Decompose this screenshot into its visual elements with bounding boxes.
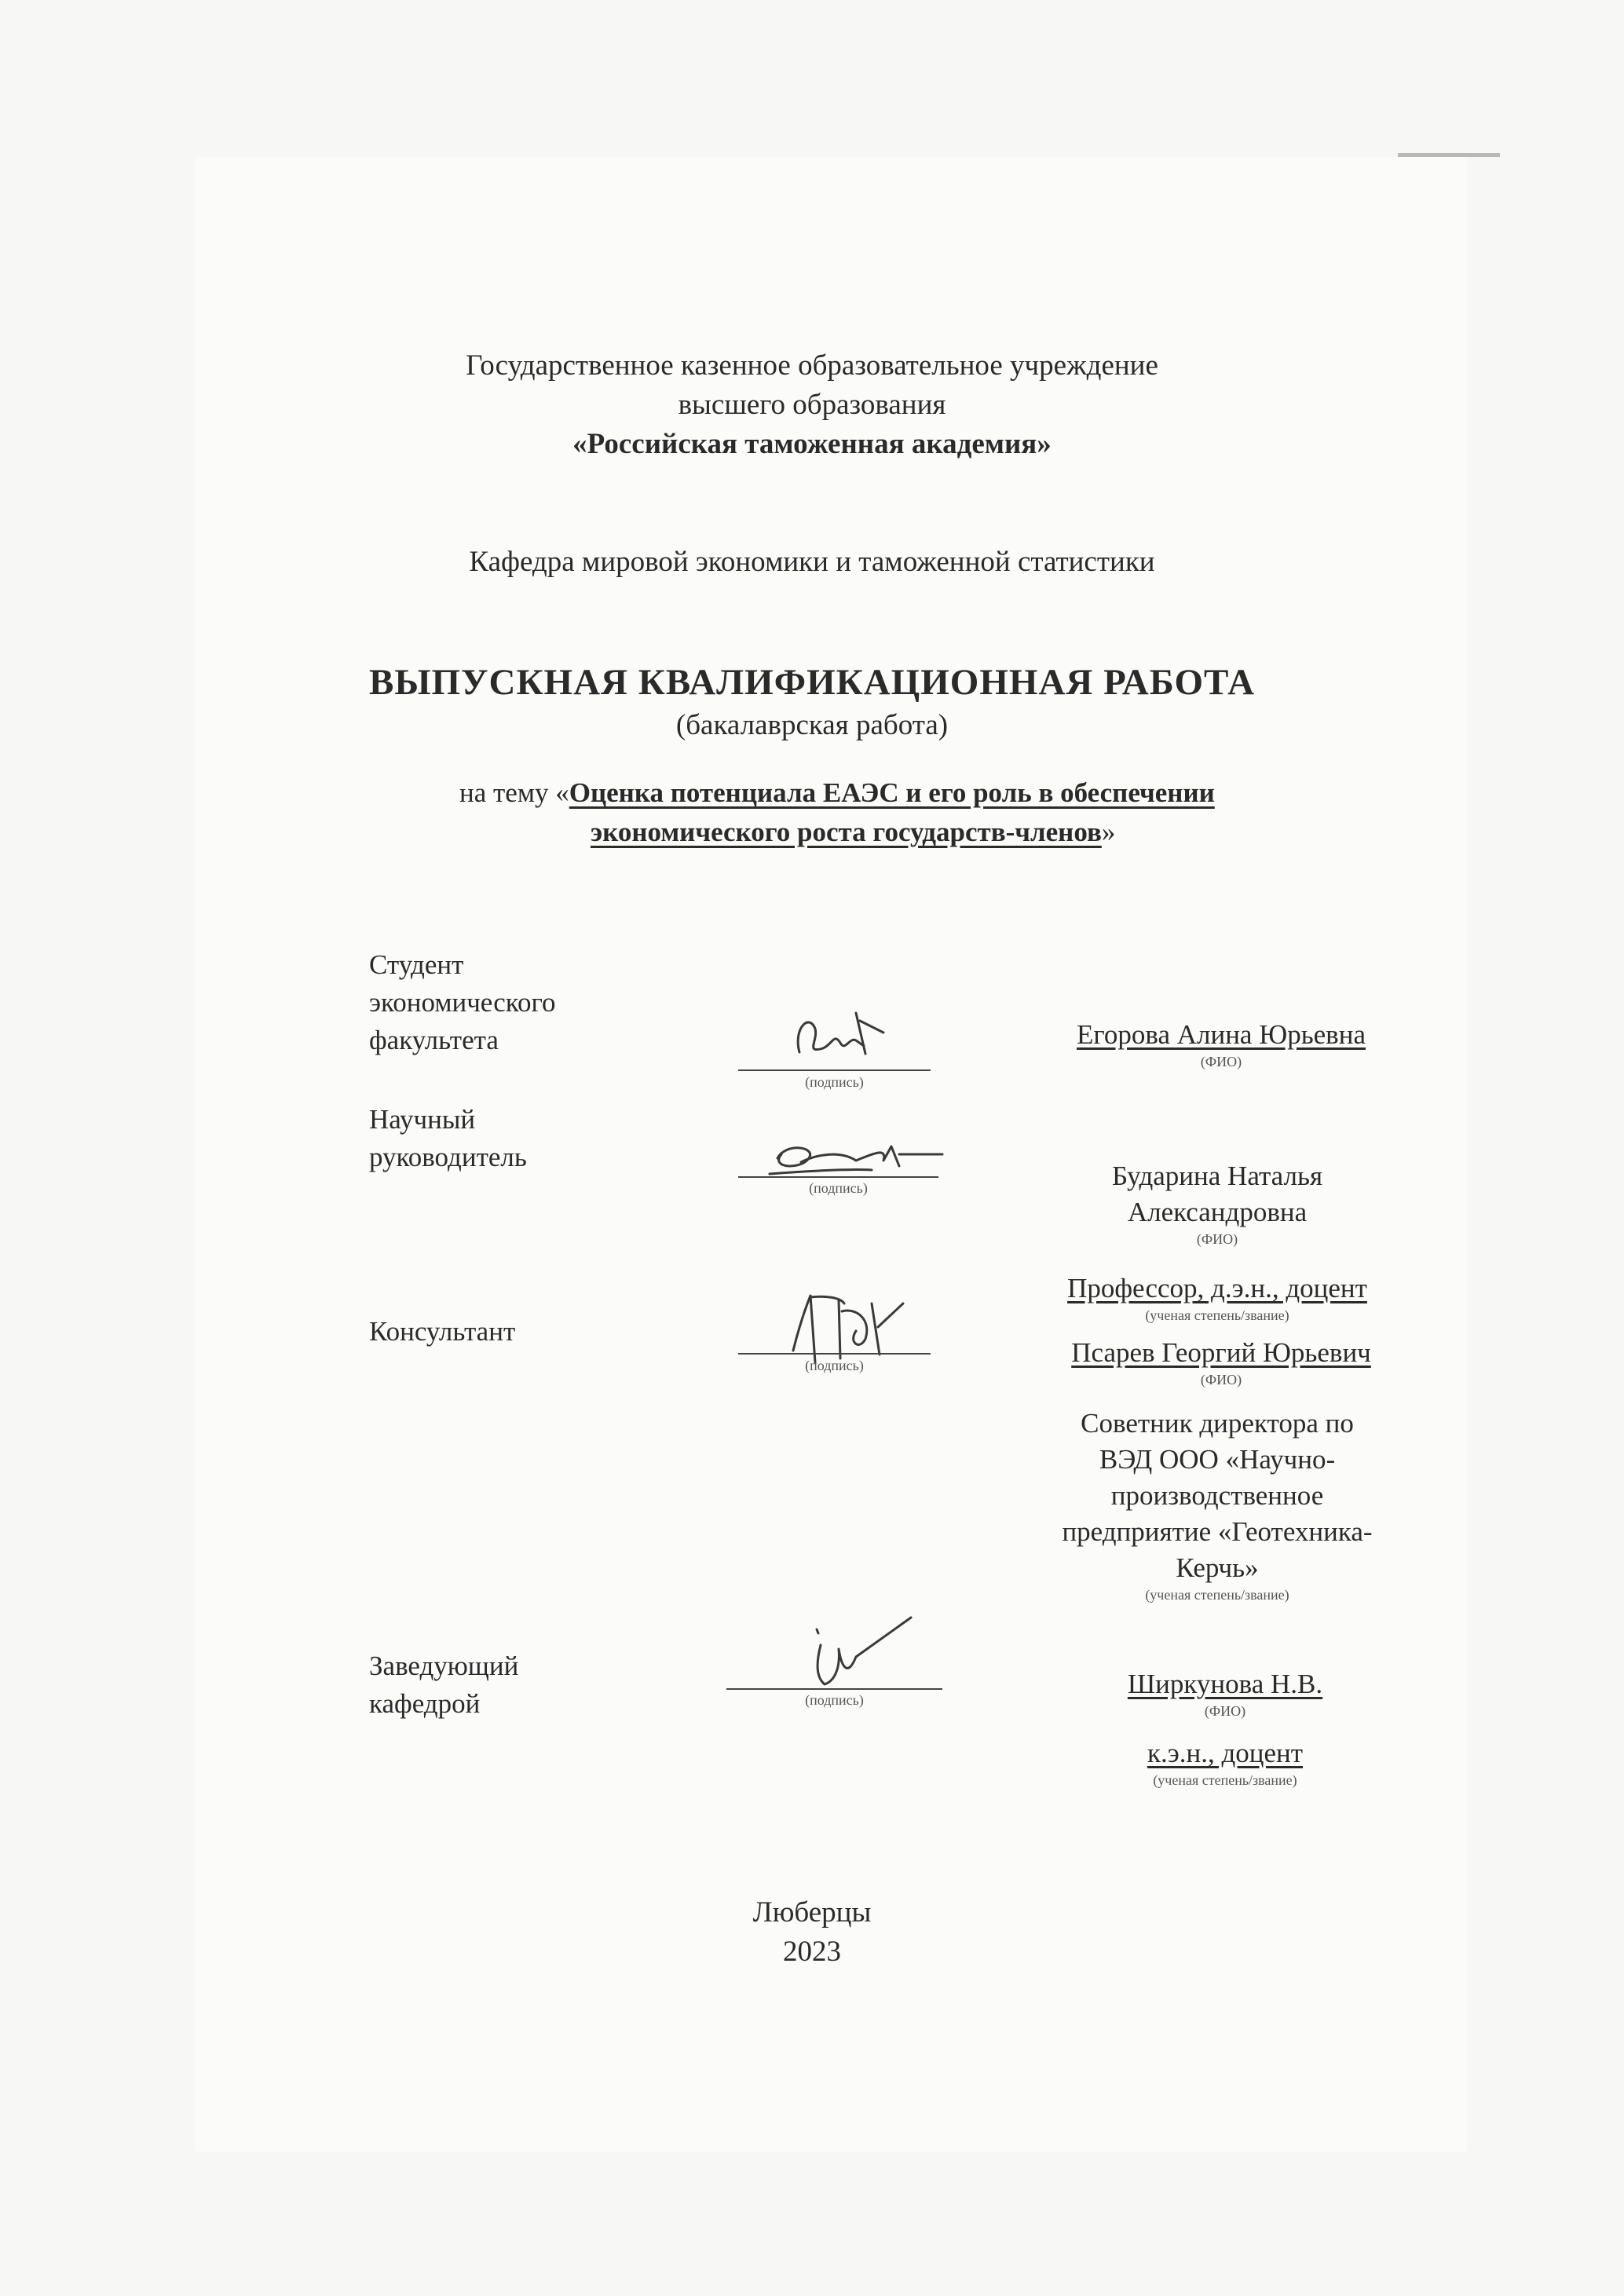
head-degree-caption: (ученая степень/звание) <box>1153 1772 1297 1788</box>
student-signature-line <box>738 1069 931 1071</box>
supervisor-fio-line-1: Бударина Наталья <box>1111 1161 1323 1191</box>
head-label <box>369 1647 518 1723</box>
consultant-fio: Псарев Георгий Юрьевич <box>1071 1337 1371 1368</box>
consultant-degree-line: ВЭД ООО «Научно- <box>1099 1444 1336 1475</box>
consultant-fio-block <box>1037 1335 1406 1388</box>
head-fio-block <box>1099 1666 1351 1720</box>
student-signature <box>777 1005 935 1076</box>
consultant-fio-caption: (ФИО) <box>1200 1372 1242 1387</box>
supervisor-degree-block <box>1029 1270 1406 1324</box>
head-signature-line <box>726 1688 942 1690</box>
consultant-degree-block <box>1021 1406 1414 1603</box>
institution-line-2: высшего образования <box>678 389 946 421</box>
supervisor-fio-line-2: Александровна <box>1127 1197 1308 1227</box>
supervisor-label <box>369 1101 527 1176</box>
student-fio: Егорова Алина Юрьевна <box>1077 1019 1366 1050</box>
footer-year: 2023 <box>783 1936 841 1968</box>
student-fio-block <box>1037 1017 1406 1070</box>
student-label <box>369 946 555 1059</box>
student-label-line: Студент <box>369 949 464 980</box>
topic-suffix: » <box>1101 817 1116 847</box>
supervisor-label-line: Научный <box>369 1104 476 1135</box>
student-signature-caption: (подпись) <box>805 1074 864 1090</box>
scan-mark <box>1398 153 1500 157</box>
student-label-line: факультета <box>369 1025 499 1055</box>
work-title: ВЫПУСКНАЯ КВАЛИФИКАЦИОННАЯ РАБОТА <box>368 662 1256 703</box>
supervisor-fio-block <box>1052 1158 1382 1248</box>
consultant-signature-line <box>738 1353 931 1355</box>
head-label-line: Заведующий <box>369 1651 519 1681</box>
supervisor-signature-caption: (подпись) <box>809 1180 868 1196</box>
supervisor-fio-caption: (ФИО) <box>1196 1231 1238 1247</box>
student-label-line: экономического <box>369 987 556 1018</box>
head-degree-block <box>1099 1735 1351 1789</box>
consultant-signature-caption: (подпись) <box>805 1358 864 1373</box>
topic-line-1 <box>459 777 1215 809</box>
topic-prefix: на тему « <box>459 777 569 808</box>
consultant-label: Консультант <box>369 1316 516 1347</box>
work-subtitle: (бакалаврская работа) <box>675 709 949 741</box>
topic-text-2: экономического роста государств-членов <box>591 817 1102 847</box>
consultant-degree-line: Керчь» <box>1176 1552 1259 1583</box>
head-signature-caption: (подпись) <box>805 1692 864 1708</box>
institution-name: «Российская таможенная академия» <box>572 428 1052 460</box>
student-fio-caption: (ФИО) <box>1200 1054 1242 1069</box>
consultant-degree-line: предприятие «Геотехника- <box>1062 1516 1373 1547</box>
consultant-degree-line: Советник директора по <box>1081 1408 1354 1439</box>
topic-text-1: Оценка потенциала ЕАЭС и его роль в обеспечении <box>569 777 1215 808</box>
supervisor-degree-caption: (ученая степень/звание) <box>1145 1307 1289 1323</box>
head-fio-caption: (ФИО) <box>1204 1703 1246 1719</box>
footer-city: Люберцы <box>752 1896 872 1929</box>
head-label-line: кафедрой <box>369 1688 481 1719</box>
consultant-degree-line: производственное <box>1110 1480 1324 1511</box>
supervisor-label-line: руководитель <box>369 1142 527 1172</box>
consultant-degree-caption: (ученая степень/звание) <box>1145 1587 1289 1603</box>
head-signature <box>793 1610 935 1696</box>
institution-line-1: Государственное казенное образовательное учреждение <box>466 349 1158 382</box>
head-degree: к.э.н., доцент <box>1147 1738 1304 1768</box>
department: Кафедра мировой экономики и таможенной статистики <box>469 546 1155 578</box>
supervisor-signature-line <box>738 1176 938 1178</box>
supervisor-degree: Профессор, д.э.н., доцент <box>1067 1273 1367 1303</box>
topic-line-2 <box>591 817 1115 848</box>
head-fio: Ширкунова Н.В. <box>1127 1669 1323 1699</box>
